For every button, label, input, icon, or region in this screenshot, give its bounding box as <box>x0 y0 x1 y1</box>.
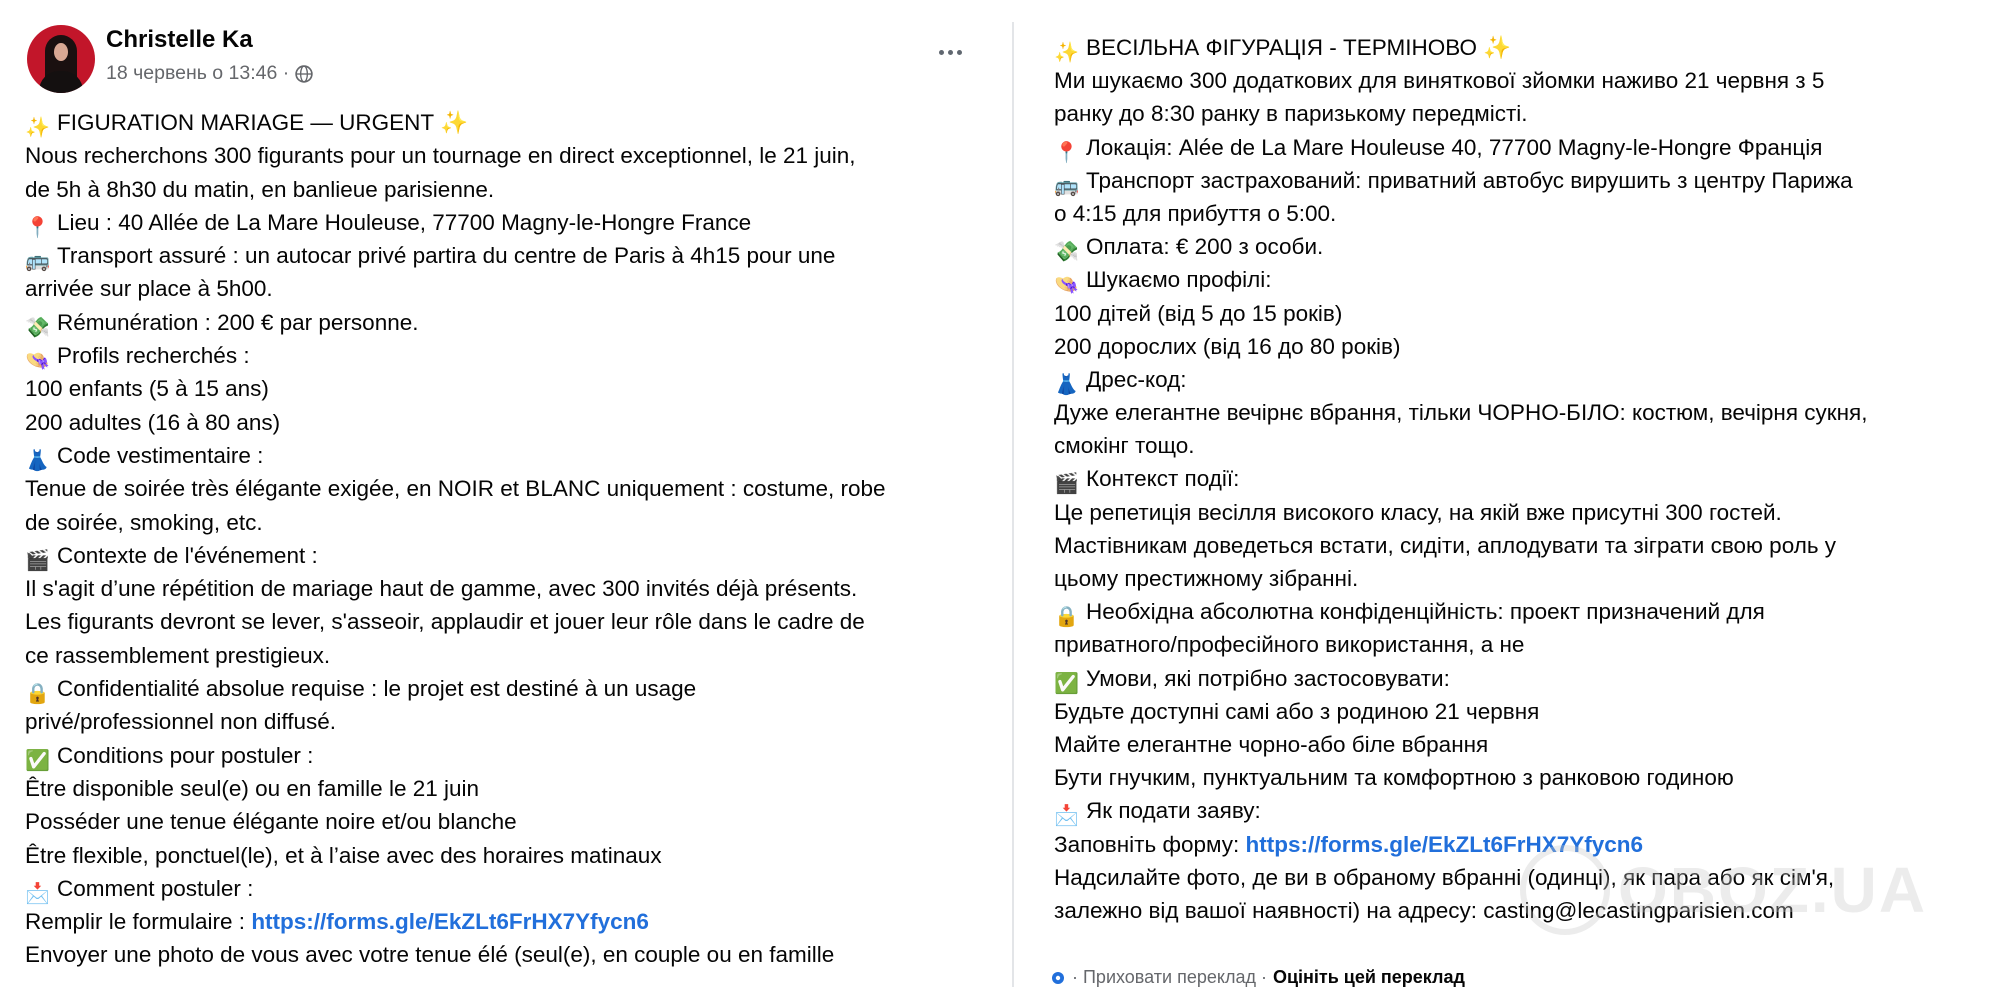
author-name[interactable]: Christelle Ka <box>106 26 253 53</box>
line-text: Code vestimentaire : <box>57 442 264 468</box>
post-line <box>1054 628 1868 661</box>
line-text: Comment postuler : <box>57 875 254 901</box>
post-line <box>1054 562 1868 595</box>
post-line <box>1054 728 1868 761</box>
line-text: 100 enfants (5 à 15 ans) <box>25 376 269 402</box>
line-text: Transport assuré : un autocar privé partira du centre de Paris à 4h15 pour une <box>57 243 836 269</box>
post-line <box>25 572 886 605</box>
line-text: ранку до 8:30 ранку в паризькому передмісті. <box>1054 101 1528 127</box>
post-line <box>25 139 886 172</box>
line-text: Майте елегантне чорно-або біле вбрання <box>1054 731 1489 757</box>
line-text: 100 дітей (від 5 до 15 років) <box>1054 300 1343 326</box>
line-text: смокінг тощо. <box>1054 433 1195 459</box>
emoji-icon: ✅ <box>1054 672 1079 695</box>
emoji-icon: 🔒 <box>1054 606 1079 629</box>
line-text: Contexte de l'événement : <box>57 542 318 568</box>
post-line <box>1054 230 1868 263</box>
line-text: Будьте доступні самі або з родиною 21 червня <box>1054 698 1540 724</box>
form-link[interactable]: https://forms.gle/EkZLt6FrHX7Yfycn6 <box>1245 831 1644 857</box>
line-text: Remplir le formulaire : <box>25 909 252 935</box>
more-options-icon[interactable] <box>932 34 968 70</box>
post-line <box>25 705 886 738</box>
post-line <box>25 173 886 206</box>
post-line <box>25 805 886 838</box>
hide-translation-link[interactable]: · Приховати переклад · <box>1072 967 1267 987</box>
watermark: OBOZ.UA <box>1520 840 1960 940</box>
line-text: Tenue de soirée très élégante exigée, en NOIR et BLANC uniquement : costume, robe <box>25 476 886 502</box>
post-line <box>25 605 886 638</box>
gear-icon <box>1050 970 1066 986</box>
post-line <box>25 272 886 305</box>
line-text: Надсилайте фото, де ви в обраному вбранні (одинці), як пара або як сім'я, <box>1054 864 1835 890</box>
post-line <box>25 905 886 938</box>
post-line <box>1054 131 1868 164</box>
line-text: ce rassemblement prestigieux. <box>25 642 331 668</box>
post-line <box>1054 695 1868 728</box>
line-text: Être flexible, ponctuel(le), et à l’aise avec des horaires matinaux <box>25 842 662 868</box>
line-text: Шукаємо профілі: <box>1086 267 1272 293</box>
line-text: Être disponible seul(e) ou en famille le 21 juin <box>25 775 480 801</box>
line-text: цьому престижному зібранні. <box>1054 566 1359 591</box>
emoji-icon: ✨ <box>1054 42 1079 64</box>
post-line <box>25 839 886 872</box>
post-line <box>25 872 886 905</box>
line-text: Confidentialité absolue requise : le projet est destiné à un usage <box>57 676 697 702</box>
line-text: Контекст події: <box>1086 466 1240 492</box>
line-text: Необхідна абсолютна конфіденційність: проект призначений для <box>1086 599 1765 625</box>
line-text: Дрес-код: <box>1086 366 1187 392</box>
emoji-icon: 👒 <box>1054 274 1079 297</box>
line-text: de 5h à 8h30 du matin, en banlieue parisienne. <box>25 176 495 202</box>
emoji-icon: 🎬 <box>1054 473 1079 496</box>
rate-translation-link[interactable]: Оцініть цей переклад <box>1272 967 1465 987</box>
line-text: de soirée, smoking, etc. <box>25 509 263 535</box>
post-line <box>1054 31 1868 64</box>
line-text: 200 adultes (16 à 80 ans) <box>25 409 281 435</box>
post-line <box>25 106 886 139</box>
post-line <box>25 239 886 272</box>
post-line <box>1054 330 1868 363</box>
post-line <box>1054 263 1868 296</box>
post-line <box>1054 297 1868 330</box>
post-line <box>1054 462 1868 495</box>
avatar[interactable] <box>27 25 95 93</box>
line-text: приватного/професійного використання, а не <box>1054 632 1525 658</box>
post-line <box>25 472 886 505</box>
post-line <box>25 772 886 805</box>
translation-footer <box>1050 967 1465 988</box>
line-text: о 4:15 для прибуття о 5:00. <box>1054 200 1337 226</box>
post-line <box>1054 529 1868 562</box>
post-line <box>1054 363 1868 396</box>
post-line <box>25 406 886 439</box>
emoji-icon: ✅ <box>25 749 50 772</box>
post-line <box>1054 396 1868 429</box>
emoji-icon: 👗 <box>1054 373 1079 396</box>
post-text-original <box>25 106 886 972</box>
line-text: Як подати заяву: <box>1086 798 1261 824</box>
post-line <box>25 672 886 705</box>
emoji-icon: 🚌 <box>1054 174 1079 197</box>
post-text-translated <box>1054 31 1868 927</box>
line-text: Posséder une tenue élégante noire et/ou blanche <box>25 809 517 835</box>
post-line <box>1054 761 1868 794</box>
form-link[interactable]: https://forms.gle/EkZLt6FrHX7Yfycn6 <box>251 909 649 935</box>
emoji-icon: 👒 <box>25 350 50 373</box>
post-line <box>1054 64 1868 97</box>
emoji-icon: 📍 <box>1054 141 1079 164</box>
emoji-icon: 💸 <box>1054 241 1079 264</box>
post-line <box>25 306 886 339</box>
line-text: ВЕСІЛЬНА ФІГУРАЦІЯ - ТЕРМІНОВО ✨ <box>1086 35 1512 60</box>
line-text: Envoyer une photo de vous avec votre tenue élé (seul(e), en couple ou en famille <box>25 942 835 968</box>
post-meta <box>106 62 313 85</box>
post-line <box>25 739 886 772</box>
line-text: залежно від вашої наявності) на адресу: casting@lecastingparisien.com <box>1054 897 1794 923</box>
post-line <box>1054 164 1868 197</box>
emoji-icon: 📩 <box>25 882 50 905</box>
line-text: 200 дорослих (від 16 до 80 років) <box>1054 333 1401 359</box>
emoji-icon: 🔒 <box>25 683 50 706</box>
post-line <box>1054 794 1868 827</box>
line-text: Це репетиція весілля високого класу, на якій вже присутні 300 гостей. <box>1054 499 1782 525</box>
emoji-icon: 💸 <box>25 316 50 339</box>
emoji-icon: 👗 <box>25 449 50 472</box>
post-line <box>25 439 886 472</box>
line-text: Заповніть форму: <box>1054 831 1246 857</box>
line-text: FIGURATION MARIAGE — URGENT ✨ <box>57 110 468 135</box>
line-text: arrivée sur place à 5h00. <box>25 276 273 302</box>
post-line <box>1054 496 1868 529</box>
emoji-icon: 📩 <box>1054 805 1079 828</box>
line-text: Ми шукаємо 300 додаткових для виняткової зйомки наживо 21 червня з 5 <box>1054 68 1825 94</box>
post-line <box>1054 197 1868 230</box>
line-text: Локація: Alée de La Mare Houleuse 40, 77700 Magny-le-Hongre Франція <box>1086 134 1823 160</box>
line-text: Мастівникам доведеться встати, сидіти, аплодувати та зіграти свою роль у <box>1054 532 1837 558</box>
post-line <box>25 506 886 539</box>
post-line <box>1054 97 1868 130</box>
line-text: Оплата: € 200 з особи. <box>1086 234 1324 260</box>
post-line <box>25 372 886 405</box>
line-text: Rémunération : 200 € par personne. <box>57 309 419 335</box>
line-text: Умови, які потрібно застосовувати: <box>1086 665 1450 691</box>
post-line <box>1054 595 1868 628</box>
emoji-icon: 🚌 <box>25 250 50 273</box>
line-text: Il s'agit d’une répétition de mariage haut de gamme, avec 300 invités déjà présents. <box>25 576 858 602</box>
line-text: Транспорт застрахований: приватний автобус вирушить з центру Парижа <box>1086 167 1853 193</box>
line-text: Бути гнучким, пунктуальним та комфортною з ранковою годиною <box>1054 765 1734 791</box>
post-line <box>25 539 886 572</box>
divider <box>1012 22 1014 987</box>
emoji-icon: 🎬 <box>25 549 50 572</box>
post-line <box>25 938 886 971</box>
post-line <box>25 639 886 672</box>
post-line <box>1054 429 1868 462</box>
line-text: Profils recherchés : <box>57 343 250 369</box>
line-text: Les figurants devront se lever, s'asseoir, applaudir et jouer leur rôle dans le cadre de <box>25 609 865 635</box>
globe-icon <box>295 65 313 83</box>
emoji-icon: 📍 <box>25 216 50 239</box>
line-text: privé/professionnel non diffusé. <box>25 709 337 735</box>
line-text: Lieu : 40 Allée de La Mare Houleuse, 77700 Magny-le-Hongre France <box>57 209 752 235</box>
post-line <box>1054 662 1868 695</box>
post-date[interactable]: 18 червень о 13:46 · <box>106 62 290 84</box>
line-text: Nous recherchons 300 figurants pour un tournage en direct exceptionnel, le 21 juin, <box>25 143 856 169</box>
line-text: Дуже елегантне вечірнє вбрання, тільки ЧОРНО-БІЛО: костюм, вечірня сукня, <box>1054 400 1868 426</box>
emoji-icon: ✨ <box>25 117 50 139</box>
post-line <box>25 339 886 372</box>
line-text: Conditions pour postuler : <box>57 742 314 768</box>
post-line <box>25 206 886 239</box>
